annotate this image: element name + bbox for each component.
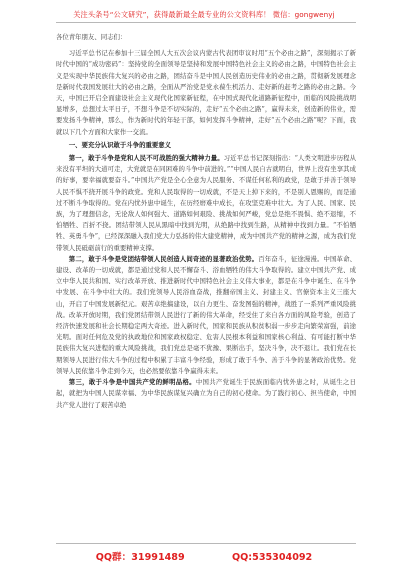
paragraph-1 [56, 153, 356, 254]
paragraph-1-body: 习近平总书记深刻指出：“人类文明进步历程从来没有平坦的大道可走，大党就是在同困难的斗争中前进的。”“中国人民自古就明白，世界上没有坐享其成的好事，要幸福就要奋斗。”中国共产党是全心全意为人民服务、不谋任何私利的政党，是敢于并善于领导人民不惧不挠开展斗争的政党。党和人民取得的一切成就，不是天上掉下来的，不是别人恩赐的，而是通过不断斗争取得的。党在内忧外患中诞生，在历经磨难中成长，在攻坚克难中壮大。为了人民、国家、民族，为了理想信念，无论敌人如何强大、道路如何艰险、挑战如何严峻，党总是绝不畏惧、绝不退缩，不怕牺牲、百折不挠。团结带领人民从黑暗中找到光明，从绝路中找到生路，从精神中找到力量。“不怕牺牲、英勇斗争”，已经深深融入我们党大力弘扬的伟大建党精神，成为中国共产党的精神之源，成为我们党带领人民砥砺前行的重要精神支撑。 [56, 154, 356, 252]
paragraph-2 [56, 254, 356, 377]
paragraph-2-lead: 第二，敢于斗争是党团结带领人民创造人间奇迹的显著政治优势。 [68, 254, 259, 263]
header-banner: 关注头条号“公文研究”，获得最新最全最专业的公文资料库！ 微信：gongwenyj [73, 10, 335, 19]
paragraph-1-lead: 第一，敢于斗争是党和人民不可战胜的强大精神力量。 [68, 154, 224, 163]
footer-qq-number: QQ:535304092 [232, 552, 313, 563]
paragraph-3-lead: 第三，敢于斗争是中国共产党的鲜明品格。 [68, 378, 196, 387]
footer-qq-group: QQ群：31991489 [95, 552, 185, 563]
paragraph-3-body: 中国共产党诞生于民族面临内忧外患之时，从诞生之日起，就把为中国人民谋幸福、为中华民族谋复兴确立为自己的初心使命。为了践行初心、担当使命，中国共产党人进行了艰苦卓绝 [56, 378, 357, 409]
greeting: 各位青年朋友、同志们： [56, 33, 127, 41]
document-body [56, 28, 356, 411]
section-heading: 一、要充分认识敢于斗争的重要意义 [68, 140, 172, 149]
intro-paragraph: 习近平总书记在参加十三届全国人大五次会议内蒙古代表团审议时用“五个必由之路”，深刻揭示了新时代中国的“成功密码”：坚持党的全面领导是坚持和发展中国特色社会主义的必由之路，中国特色社会主义是实现中华民族伟大复兴的必由之路，团结奋斗是中国人民创造历史伟业的必由之路，贯彻新发展理念是新时代我国发展壮大的必由之路，全面从严治党是党永葆生机活力、走好新的赶考之路的必由之路。今天，中国已开启全面建设社会主义现代化国家新征程，在中国式现代化道路新征程中，面临的风险挑战明显增多，总想过太平日子，不想斗争是不切实际的，走好“五个必由之路”，赢得未来，创造新的伟业，需要发扬斗争精神，那么，作为新时代的年轻干部，如何发挥斗争精神，走好“五个必由之路”呢？下面，我就以下几个方面和大家作一交流。 [56, 49, 356, 136]
footer-divider [56, 543, 356, 544]
header-divider [56, 22, 356, 23]
footer-contact [0, 549, 408, 563]
paragraph-2-body: 百年奋斗，征途漫漫。中国革命、建设、改革的一切成就，都是通过党和人民不懈奋斗、浴血牺牲的伟大斗争取得的。建立中国共产党、成立中华人民共和国、实行改革开放、推进新时代中国特色社会主义伟大事业，都是在斗争中诞生、在斗争中发展、在斗争中壮大的。我们党领导人民浴血奋战，推翻帝国主义、封建主义、官僚资本主义三座大山，开启了中国发展新纪元。艰苦卓绝搞建设，以自力更生、奋发图强的精神，战胜了一系列严重风险挑战。改革开放时期，我们党团结带领人民进行了新的伟大革命，经受住了来自各方面的风险考验，创造了经济快速发展和社会长期稳定两大奇迹。进入新时代，国家和民族从积贫积弱一步步走向繁荣富强，前途光明。面对任何危及党的执政地位和国家政权稳定、危害人民根本利益和国家核心利益、有可能打断中华民族伟大复兴进程的重大风险挑战，我们党总是毫不犹豫、果断出手，坚决斗争，决不退让。我们党在长期领导人民进行伟大斗争的过程中积累了丰富斗争经验，形成了敢于斗争、善于斗争的显著政治优势。党领导人民依靠斗争走到今天，也必然要依靠斗争赢得未来。 [56, 254, 357, 375]
paragraph-3 [56, 377, 356, 411]
